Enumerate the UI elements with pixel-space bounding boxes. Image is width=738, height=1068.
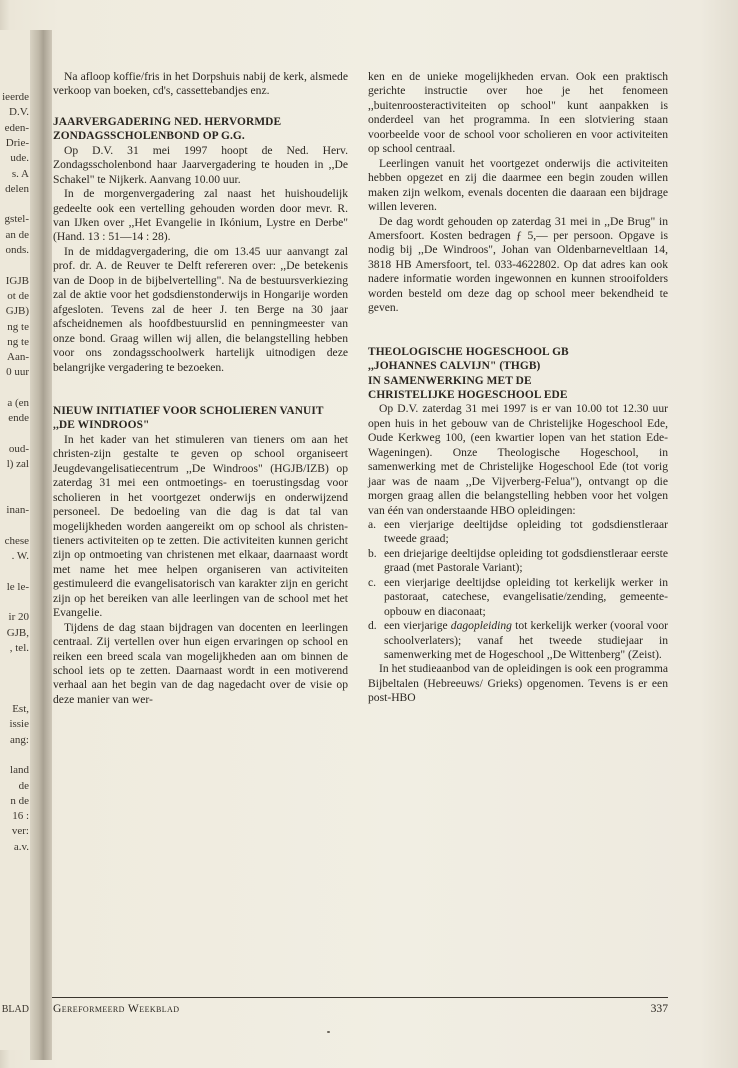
- edge-fragment: oud-: [8, 442, 29, 455]
- previous-page-edge: [0, 30, 30, 1050]
- list-item: c. een vierjarige deeltijdse opleiding tot kerkelijk werker in pastoraat, catechese, evangelisatie/zending, gemeente-opbouw en diaconaat;: [368, 575, 668, 618]
- binding-gutter: [30, 30, 52, 1060]
- edge-fragment: ang:: [10, 733, 29, 746]
- paragraph: In de middagvergadering, die om 13.45 uur aanvangt zal prof. dr. A. de Reuver te Delft refereren over: ,,De betekenis van de Doop in de bijbelvertelling". Na de bestuursverkiezing zal de aktie voor het godsdienstonderwijs in Hongarije worden afgesloten. Tevens zal de heer J. ten Berge na 30 jaar afscheidnemen als hoofdbestuurslid en penningmeester van onze bond. Graag willen wij allen, die belangstelling hebben voor ons zondagsschoolwerk hartelijk uitnodigen deze belangrijke vergadering te bezoeken.: [53, 244, 348, 374]
- paragraph: In de morgenvergadering zal naast het huishoudelijk gedeelte ook een vertelling gehouden worden door mevr. R. van IJken over ,,Het Evangelie in Ikónium, Lystre en Derbe" (Hand. 13 : 51—14 : 28).: [53, 187, 348, 244]
- paragraph-continued: ken en de unieke mogelijkheden ervan. Ook een praktisch gerichte instructie over hoe je het fenomeen ,,buitenroosteractiviteiten op school" kunt aanpakken is onderdeel van het programma. In een slotviering staan voorbeelde voor de school voor scholieren en voor activiteiten op school centraal.: [368, 70, 668, 156]
- edge-fragment: Drie-: [5, 136, 29, 149]
- edge-fragment: ng te: [7, 320, 29, 333]
- column-right: [368, 70, 668, 706]
- section-heading-line-2: ,,JOHANNES CALVIJN" (THGB): [368, 360, 541, 373]
- edge-fragment: issie: [9, 718, 29, 731]
- edge-fragment: l) zal: [6, 458, 29, 471]
- section-heading-line-3: IN SAMENWERKING MET DE: [368, 374, 532, 387]
- edge-fragment: ot de: [7, 289, 29, 302]
- edge-fragment: D.V.: [9, 106, 29, 119]
- paragraph: In het studieaanbod van de opleidingen is ook een programma Bijbeltalen (Hebreeuws/ Grieks) opgenomen. Tevens is er een post-HBO: [368, 662, 668, 705]
- section-heading-line-1: THEOLOGISCHE HOGESCHOOL GB: [368, 345, 569, 358]
- study-program-list: [368, 518, 668, 663]
- paragraph: Leerlingen vanuit het voortgezet onderwijs die activiteiten hebben opgezet en zij die daarmee een begin zouden willen maken zijn welkom, evenals docenten die daaraan een bijdrage willen leveren.: [368, 156, 668, 214]
- edge-fragment: ende: [8, 412, 29, 425]
- footer-rule: [52, 997, 668, 998]
- edge-fragment: land: [10, 764, 29, 777]
- edge-fragment: . W.: [11, 550, 29, 562]
- edge-fragment: eden-: [4, 121, 29, 134]
- section-heading-windroos: NIEUW INITIATIEF VOOR SCHOLIEREN VANUIT ,,DE WINDROOS": [53, 404, 324, 432]
- list-item: d. een vierjarige dagopleiding tot kerkelijk werker (vooral voor schoolverlaters); vanaf het tweede studiejaar in samenwerking met de Hogeschool ,,De Wittenberg" (Zeist).: [368, 619, 668, 662]
- edge-fragment: inan-: [6, 504, 29, 517]
- paragraph: De dag wordt gehouden op zaterdag 31 mei in ,,De Brug" in Amersfoort. Kosten bedragen ƒ 5,— per persoon. Opgave is nodig bij ,,De Windroos", Johan van Oldenbarneveltlaan 14, 3818 HB Amersfoort, tel. 033-4622802. Op dat adres kan ook nadere informatie worden ingewonnen en kunnen strooifolders worden besteld om deze dag op school meer bekendheid te geven.: [368, 214, 668, 315]
- intro-paragraph: Na afloop koffie/fris in het Dorpshuis nabij de kerk, alsmede verkoop van boeken, cd's, cassettebandjes enz.: [53, 70, 348, 98]
- list-item: b. een driejarige deeltijdse opleiding tot godsdienstleraar eerste graad (met Pastorale Variant);: [368, 546, 668, 575]
- edge-footer-fragment: BLAD: [1, 1004, 29, 1015]
- edge-fragment: s. A: [11, 167, 29, 180]
- edge-fragment: Est,: [12, 703, 29, 715]
- edge-fragment: chese: [4, 534, 29, 547]
- paragraph: Op D.V. 31 mei 1997 hoopt de Ned. Herv. Zondagsscholenbond haar Jaarvergadering te houden in ,,De Schakel" te Nijkerk. Aanvang 10.00 uur.: [53, 143, 348, 186]
- page-number: 337: [650, 1002, 668, 1015]
- edge-fragment: an de: [5, 228, 29, 241]
- edge-fragment: ieerde: [2, 91, 29, 103]
- edge-fragment: GJB,: [6, 626, 29, 639]
- edge-fragment: ng te: [7, 335, 29, 348]
- edge-fragment: de: [18, 779, 29, 792]
- paragraph: Op D.V. zaterdag 31 mei 1997 is er van 10.00 tot 12.30 uur open huis in het gebouw van de Christelijke Hogeschool Ede, Oude Kerkweg 100, (een kwartier lopen van het station Ede-Wageningen). Onze Theologische Hogeschool, in samenwerking met de Christelijke Hogeschool Ede (tot vorig jaar was de naam ,,De Vijverberg-Felua"), ontvangt op die morgen graag allen die belangstelling hebben voor het volgen van één van onderstaande HBO opleidingen:: [368, 402, 668, 517]
- edge-fragment: , tel.: [9, 641, 29, 654]
- edge-fragment: GJB): [5, 305, 29, 318]
- section-heading-line-4: CHRISTELIJKE HOGESCHOOL EDE: [368, 388, 568, 401]
- edge-fragment: n de: [10, 794, 29, 807]
- edge-fragment: delen: [5, 182, 29, 195]
- publication-title: Gereformeerd Weekblad: [53, 1002, 180, 1015]
- edge-fragment: IGJB: [5, 274, 29, 287]
- edge-fragment: a.v.: [13, 840, 29, 853]
- section-heading-jaarvergadering: JAARVERGADERING NED. HERVORMDE ZONDAGSSCHOLENBOND OP G.G.: [53, 115, 282, 143]
- paragraph: Tijdens de dag staan bijdragen van docenten en leerlingen centraal. Zij vertellen over hun eigen ervaringen op school en reiken een breed scala van mogelijkheden aan om binnen de school iets op te zetten. Daarnaast wordt in een motiverend verhaal aan het begin van de dag nagedacht over de visie op deze manier van wer-: [53, 620, 348, 706]
- edge-fragment: Aan-: [7, 351, 29, 364]
- edge-fragment: ver:: [11, 825, 29, 838]
- edge-fragment: onds.: [5, 244, 29, 256]
- edge-fragment: ir 20: [8, 611, 29, 624]
- speck: [327, 1031, 330, 1033]
- column-left: [53, 70, 348, 707]
- edge-fragment: a (en: [7, 397, 29, 409]
- edge-fragment: gstel-: [4, 213, 29, 226]
- edge-fragment: le le-: [6, 580, 29, 593]
- list-item: a. een vierjarige deeltijdse opleiding tot godsdienstleraar tweede graad;: [368, 517, 668, 546]
- edge-fragment: ude.: [10, 152, 29, 165]
- paragraph: In het kader van het stimuleren van tieners om aan het christen-zijn gestalte te geven op school organiseert Jeugdevangelisatiecentrum ,,De Windroos" (HGJB/IZB) op zaterdag 31 mei een ontmoetings- en toerustingsdag voor scholieren in het voortgezet onderwijs en onderwijzend personeel. De bedoeling van die dag is dat tal van mogelijkheden worden aangereikt om op school als christen-tieners activiteiten op te zetten. Die activiteiten kunnen gericht zijn op ontmoeting van christenen met elkaar, daarnaast wordt met name het mee helpen organiseren van activiteiten gestimuleerd die evangelisatorisch van karakter zijn en gericht zijn op het bereiken van alle leerlingen van de school met het Evangelie.: [53, 432, 348, 620]
- edge-fragment: 0 uur: [6, 366, 29, 379]
- edge-fragment: 16 :: [12, 810, 29, 823]
